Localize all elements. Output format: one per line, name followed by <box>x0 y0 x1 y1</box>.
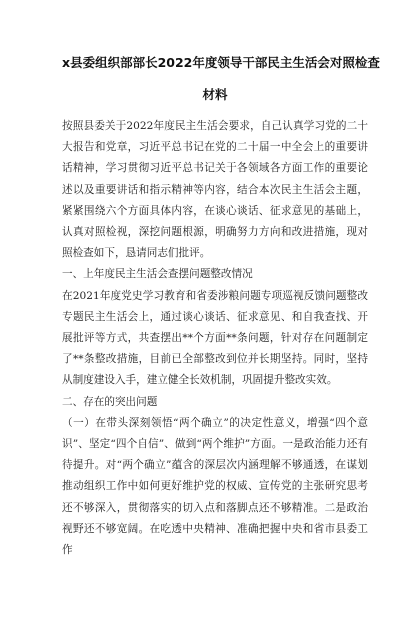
section-2-paragraph-1: （一）在带头深刻领悟“两个确立”的决定性意义，增强“四个意识”、坚定“四个自信”、做到“两个维护”方面。一是政治能力还有待提升。对“两个确立”蕴含的深层次内涵理解不够通透，在谋划推动组织工作中如何更好维护党的权威、宣传党的主张研究思考还不够深入，贯彻落实的切入点和落脚点还不够精准。二是政治视野还不够宽阔。在吃透中央精神、准确把握中央和省市县委工作 <box>62 416 368 557</box>
intro-paragraph: 按照县委关于2022年度民主生活会要求，自己认真学习党的二十大报告和党章，习近平总书记在党的二十届一中全会上的重要讲话精神，学习贯彻习近平总书记关于各领域各方面工作的重要论述以及重要讲话和指示精神等内容，结合本次民主生活会主题，紧紧围绕六个方面具体内容，在谈心谈话、征求意见的基础上，认真对照检视，深挖问题根源，明确努力方向和改进措施，现对照检查如下，恳请同志们批评。 <box>62 120 368 260</box>
section-1-paragraph: 在2021年度党史学习教育和省委涉粮问题专项巡视反馈问题整改专题民主生活会上，通过谈心谈话、征求意见、和自我查找、开展批评等方式，共查摆出**个方面**条问题，针对存在问题制定了**条整改措施，目前已全部整改到位并长期坚持。同时，坚持从制度建设入手，建立健全长效机制，巩固提升整改实效。 <box>62 289 368 387</box>
section-heading-2: 二、存在的突出问题 <box>62 395 158 408</box>
document-title-line-1: x县委组织部部长2022年度领导干部民主生活会对照检查 <box>62 55 380 70</box>
document-page <box>0 54 408 634</box>
document-title-line-2: 材料 <box>202 87 228 102</box>
section-heading-1: 一、上年度民主生活会查摆问题整改情况 <box>62 268 253 281</box>
